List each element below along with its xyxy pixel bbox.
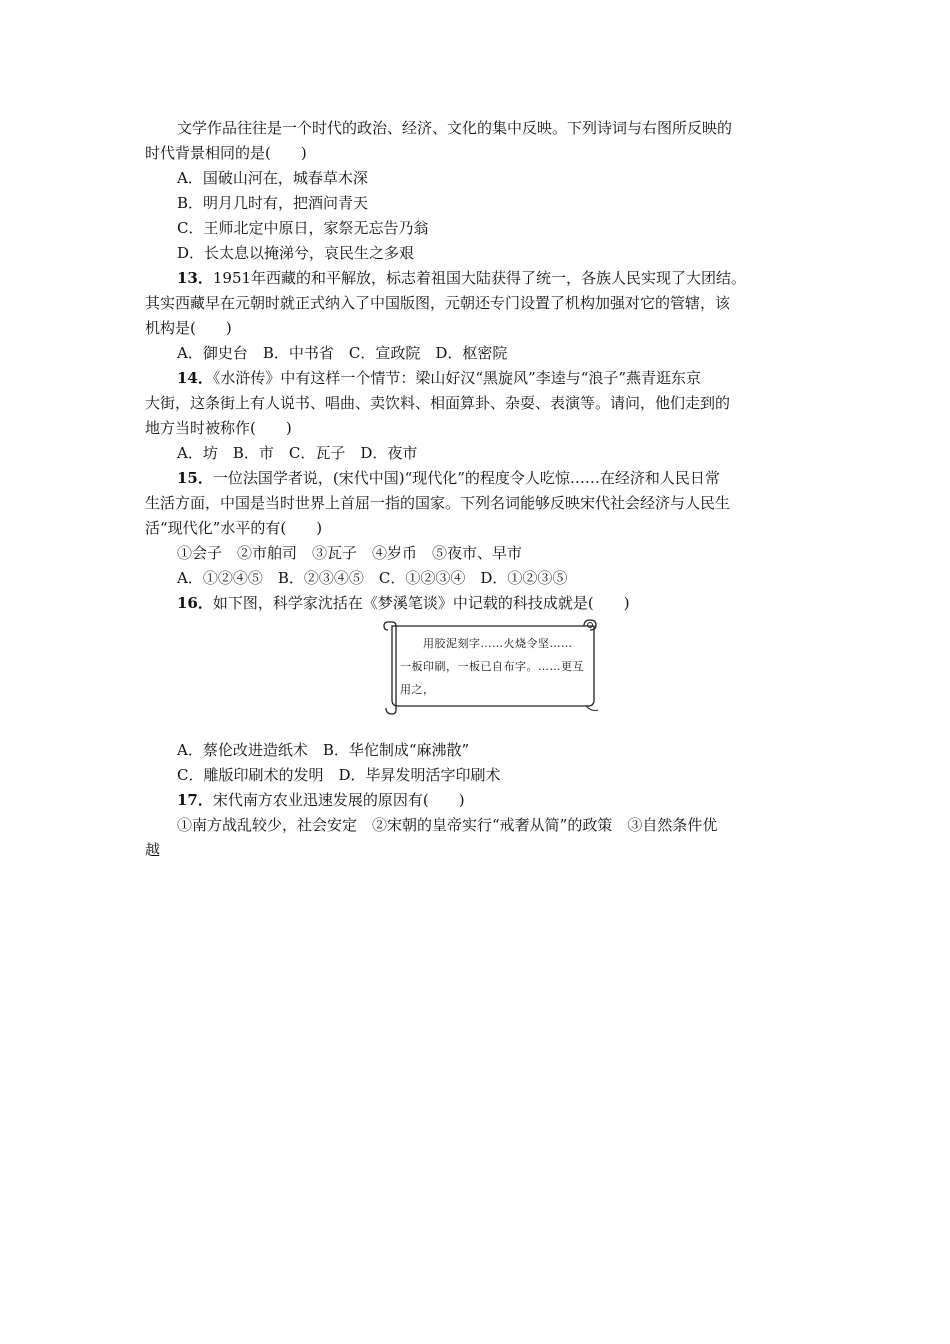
scroll-line3: 用之，: [400, 683, 435, 696]
q13-options: A．御史台 B．中书省 C．宣政院 D．枢密院: [177, 344, 508, 362]
q16-stem: [177, 591, 810, 616]
q15-items: ①会子 ②市舶司 ③瓦子 ④岁币 ⑤夜市、早市: [177, 544, 523, 562]
q14-stem-line3: 地方当时被称作( ): [145, 419, 292, 437]
q17-stem-text: 宋代南方农业迅速发展的原因有( ): [212, 791, 465, 809]
q12-stem-line1: 文学作品往往是一个时代的政治、经济、文化的集中反映。下列诗词与右图所反映的: [177, 119, 733, 137]
scroll-line2: 一板印刷，一板已自布字。……更互: [400, 660, 584, 673]
q15-stem-line2: 生活方面，中国是当时世界上首屈一指的国家。下列名词能够反映宋代社会经济与人民生: [145, 494, 731, 512]
q12-option-c: C．王师北定中原日，家祭无忘告乃翁: [177, 219, 429, 237]
q15-options: A．①②④⑤ B．②③④⑤ C．①②③④ D．①②③⑤: [177, 569, 568, 587]
q13-stem-line2: 其实西藏早在元朝时就正式纳入了中国版图，元朝还专门设置了机构加强对它的管辖，该: [145, 294, 731, 312]
q17-items-line1: ①南方战乱较少，社会安定 ②宋朝的皇帝实行“戒奢从简”的政策 ③自然条件优: [177, 816, 718, 834]
q16-stem-text: 如下图，科学家沈括在《梦溪笔谈》中记载的科技成就是( ): [212, 594, 630, 612]
q12-stem-line2: 时代背景相同的是( ): [145, 144, 307, 162]
q13-stem-text: 1951年西藏的和平解放，标志着祖国大陆获得了统一，各族人民实现了大团结。: [212, 269, 747, 287]
q13-stem-line3: 机构是( ): [145, 319, 232, 337]
q15-stem-line1: [177, 466, 810, 491]
scroll-illustration: [380, 616, 605, 716]
q12-option-b: B．明月几时有，把酒问青天: [177, 194, 369, 212]
q13-stem-line1: [177, 266, 810, 291]
q14-stem-line2: 大街，这条街上有人说书、唱曲、卖饮料、相面算卦、杂耍、表演等。请问，他们走到的: [145, 394, 731, 412]
q14-number: 14．: [177, 369, 213, 387]
q12-option-a: A．国破山河在，城春草木深: [177, 169, 368, 187]
q16-number: 16．: [177, 594, 213, 612]
q16-options-line2: C．雕版印刷术的发明 D．毕昇发明活字印刷术: [177, 766, 501, 784]
q14-stem-text: 《水浒传》中有这样一个情节：梁山好汉“黑旋风”李逵与“浪子”燕青逛东京: [212, 369, 702, 387]
q15-number: 15．: [177, 469, 213, 487]
q15-stem-text: 一位法国学者说，(宋代中国)“现代化”的程度令人吃惊……在经济和人民日常: [212, 469, 720, 487]
q14-stem-line1: [177, 366, 810, 391]
q14-options: A．坊 B．市 C．瓦子 D．夜市: [177, 444, 418, 462]
q15-stem-line3: 活“现代化”水平的有( ): [145, 519, 323, 537]
q16-options-line1: A．蔡伦改进造纸术 B．华佗制成“麻沸散”: [177, 741, 470, 759]
q13-number: 13．: [177, 269, 213, 287]
q17-number: 17．: [177, 791, 213, 809]
q12-option-d: D．长太息以掩涕兮，哀民生之多艰: [177, 244, 415, 262]
scroll-line1: 用胶泥刻字……火烧令坚……: [423, 637, 573, 650]
q17-stem: [177, 788, 810, 813]
q17-items-line2: 越: [145, 841, 161, 859]
